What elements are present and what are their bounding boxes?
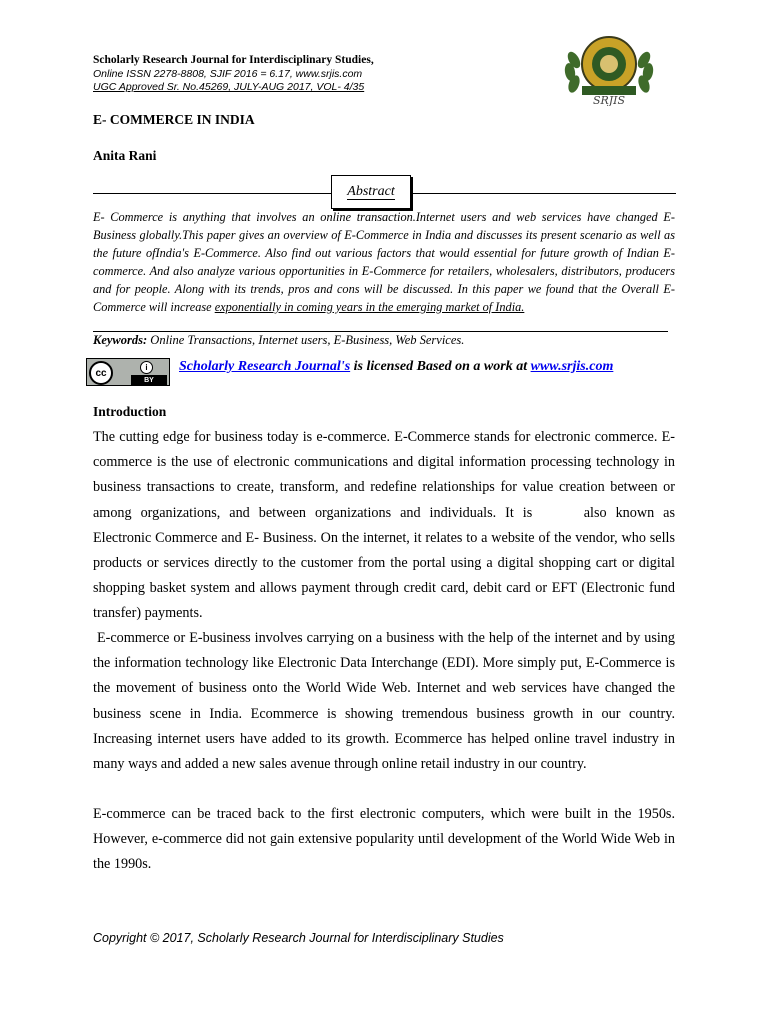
site-link[interactable]: www.srjis.com — [530, 359, 614, 374]
attribution-icon: i — [140, 361, 153, 374]
copyright-footer: Copyright © 2017, Scholarly Research Journal for Interdisciplinary Studies — [93, 931, 504, 945]
author-name: Anita Rani — [93, 148, 157, 163]
license-statement — [179, 359, 613, 375]
journal-link[interactable]: Scholarly Research Journal's — [179, 359, 351, 374]
journal-name: Scholarly Research Journal for Interdisciplinary Studies, — [93, 54, 374, 66]
by-label: BY — [131, 375, 167, 385]
issn-line: Online ISSN 2278-8808, SJIF 2016 = 6.17, www.srjis.com — [93, 68, 363, 80]
ugc-approval-text: UGC Approved Sr. No.45269, JULY-AUG 2017, VOL- 4/35 — [93, 81, 365, 93]
intro-paragraph-2: E-commerce or E-business involves carrying on a business with the help of the internet and by using the information technology like Electronic Data Interchange (EDI). More simply put, E-Commerce is the movement of business onto the World Wide Web. Internet and web services have changed the business scene in India. Ecommerce is showing tremendous business growth in our country. Increasing internet users have added to its growth. Ecommerce has helped online travel industry in many ways and added a new sales avenue through online retail industry in our country. — [93, 630, 679, 773]
keywords-label: Keywords: — [93, 333, 148, 347]
keywords — [93, 333, 464, 348]
abstract-body — [93, 208, 675, 316]
intro-paragraph-3: E-commerce can be traced back to the first electronic computers, which were built in the 1950s. However, e-commerce did not gain extensive popularity until development of the World Wide Web in the 1990s. — [93, 806, 675, 873]
ugc-approval-line — [93, 81, 364, 93]
intro-paragraph-1: The cutting edge for business today is e-commerce. E-Commerce stands for electronic commerce. E-commerce is the use of electronic communications and digital information processing technology in business transactions to create, transform, and redefine relationships for value creation between or among organizations, and between organizations and individuals. It is also known as Electronic Commerce and E- Business. On the internet, it relates to a website of the vendor, who sells products or services directly to the customer from the portal using a digital shopping cart or digital shopping basket system and allows payment through credit card, debit card or EFT (Electronic fund transfer) payments. — [93, 429, 675, 622]
keywords-list: Online Transactions, Internet users, E-Business, Web Services. — [147, 333, 465, 347]
logo-text: SRJIS — [592, 94, 626, 106]
cc-by-license-badge[interactable] — [86, 358, 170, 386]
license-middle-text: is licensed Based on a work at — [350, 359, 531, 374]
laurel-left-icon — [564, 50, 583, 94]
paper-title: E- COMMERCE IN INDIA — [93, 112, 255, 127]
abstract-heading: Abstract — [347, 184, 395, 199]
abstract-divider-left — [93, 193, 331, 194]
keywords-divider — [93, 331, 668, 332]
introduction-heading: Introduction — [93, 404, 167, 419]
abstract-last-line: exponentially in coming years in the emerging market of India. — [214, 300, 525, 314]
abstract-text: E- Commerce is anything that involves an online transaction.Internet users and web services have changed E- Business globally.This paper gives an overview of E-Commerce in India and discusses its present scenario as well as the future ofIndia's E-Commerce. Also find out various factors that would essential for future growth of Indian E-commerce. And also analyze various opportunities in E-Commerce for retailers, wholesalers, distributors, producers and for people. Along with its trends, pros and cons will be discussed. In this paper we found that the Overall E-Commerce will increase — [93, 210, 675, 314]
abstract-heading-box — [331, 175, 411, 209]
laurel-right-icon — [635, 50, 654, 94]
srjis-logo — [560, 30, 658, 106]
abstract-divider-right — [411, 193, 676, 194]
cc-icon: cc — [89, 361, 113, 385]
